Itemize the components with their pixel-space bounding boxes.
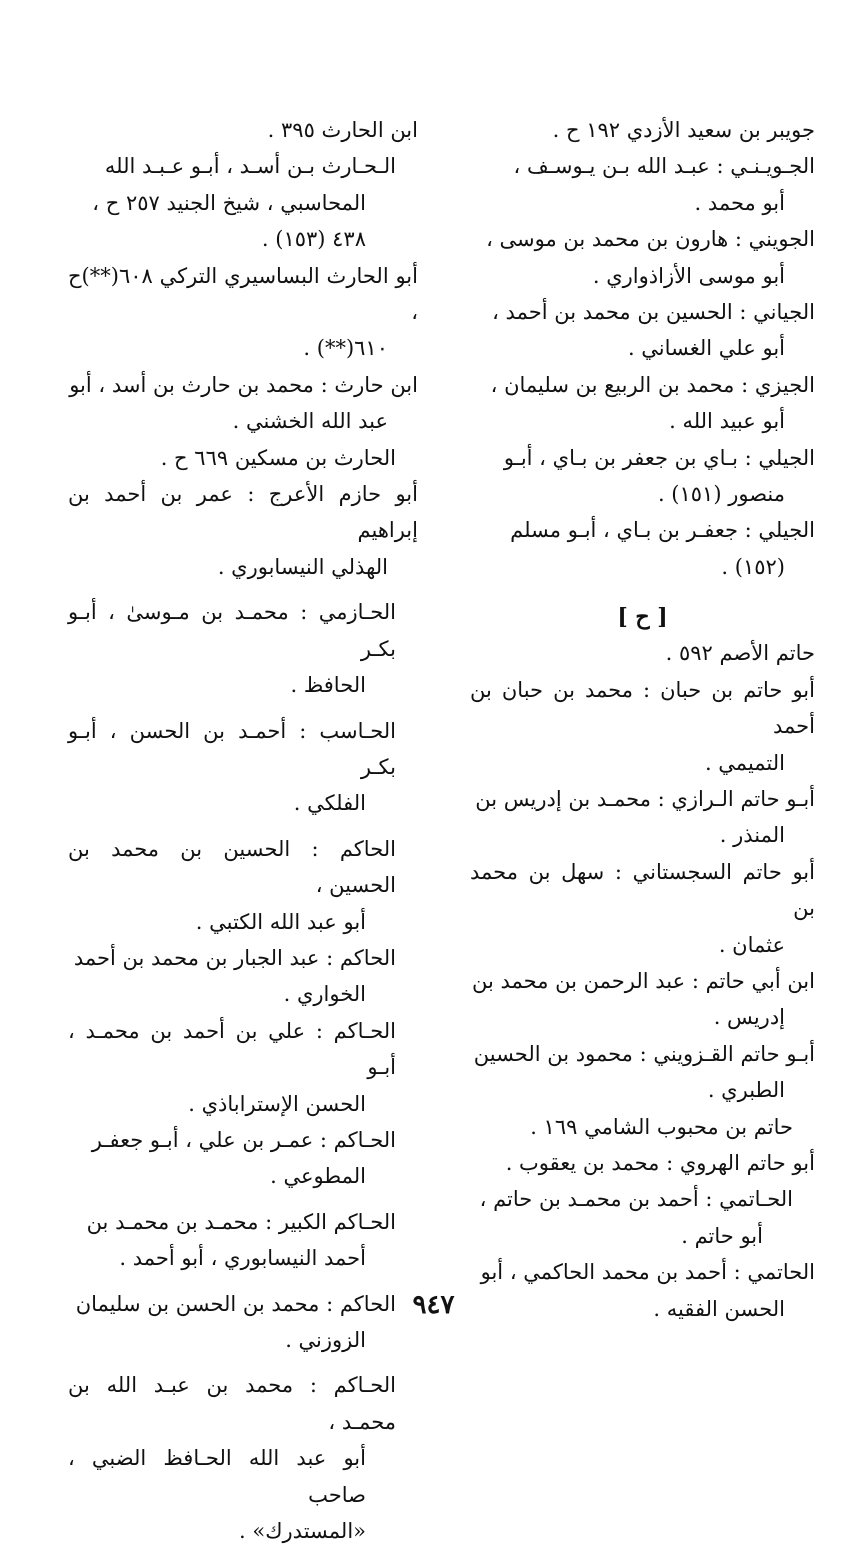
index-entry: الحـاكم : محمد بن عبـد الله بن محمـد ، أبو عبد الله الحـافظ الضبي ، صاحب «المستدرك» . [68,1373,396,1544]
index-entry: الحـاكم : علي بن أحمد بن محمـد ، أبـو الحسن الإستراباذي . [68,1018,396,1116]
index-entry: حاتم الأصم ٥٩٢ . [665,641,815,666]
index-entry: الحـاتمي : أحمد بن محمـد بن حاتم ، أبو حاتم . [479,1187,793,1248]
index-entry: أبو حاتم بن حبان : محمد بن حبان بن أحمد التميمي . [470,677,815,775]
index-entry: الحـاسب : أحمـد بن الحسن ، أبـو بكـر الفلكي . [68,718,396,816]
index-entry: الجيلي : بـاي بن جعفر بن بـاي ، أبـو منصور (١٥١) . [503,445,815,507]
index-entry: الجـويـنـي : عبـد الله بـن يـوسـف ، أبو محمد . [513,154,815,215]
index-entry: الحاكم : محمد بن الحسن بن سليمان الزوزني . [75,1291,396,1352]
index-entry: أبو حاتم الهروي : محمد بن يعقوب . [505,1150,815,1175]
index-column-left [68,112,418,1549]
index-entry: الحـاكم الكبير : محمـد بن محمـد بن أحمد النيسابوري ، أبو أحمد . [86,1209,396,1271]
index-entry: الجيزي : محمد بن الربيع بن سليمان ، أبو عبيد الله . [490,372,815,434]
index-entry: ابن حارث : محمد بن حارث بن أسد ، أبو عبد الله الخشني . [69,372,418,434]
index-entry: الجيلي : جعفـر بن بـاي ، أبـو مسلم (١٥٢) . [510,518,815,579]
section-heading: [ ح ] [617,604,668,631]
page-number: ٩٤٧ [412,1290,455,1320]
index-entry: أبو الحارث البساسيري التركي ٦٠٨(**)ح ، ٦١٠(**) . [68,263,418,361]
index-entry: جويبر بن سعيد الأزدي ١٩٢ ح . [552,118,815,142]
index-entry: أبـو حاتم القـزويني : محمود بن الحسين الطبري . [473,1041,815,1103]
index-entry: الحاكم : الحسين بن محمد بن الحسين ، أبو عبد الله الكتبي . [68,836,396,934]
index-entry: ابن أبي حاتم : عبد الرحمن بن محمد بن إدريس . [472,968,815,1030]
index-entry: الجويني : هارون بن محمد بن موسى ، أبو موسى الأزاذواري . [486,227,815,288]
index-entry: الحاكم : عبد الجبار بن محمد بن أحمد الخواري . [73,945,396,1007]
index-entry: ابن الحارث ٣٩٥ . [267,118,418,142]
index-entry: الحاتمي : أحمد بن محمد الحاكمي ، أبو الحسن الفقيه . [480,1260,815,1321]
index-entry: الحارث بن مسكين ٦٦٩ ح . [160,445,396,470]
index-entry: الـحـارث بـن أسـد ، أبـو عـبـد الله المحاسبي ، شيخ الجنيد ٢٥٧ ح ، ٤٣٨ (١٥٣) . [92,154,396,252]
index-entry: أبو حاتم السجستاني : سهل بن محمد بن عثمان . [470,859,815,957]
index-entry: الحـاكم : عمـر بن علي ، أبـو جعفـر المطوعي . [91,1127,396,1189]
index-entry: أبو حازم الأعرج : عمر بن أحمد بن إبراهيم الهذلي النيسابوري . [68,482,418,579]
index-entry: حاتم بن محبوب الشامي ١٦٩ . [530,1114,793,1139]
index-entry: الحـازمي : محمـد بن مـوسىٰ ، أبـو بكـر الحافظ . [68,600,396,698]
index-entry: أبـو حاتم الـرازي : محمـد بن إدريس بن المنذر . [475,786,815,848]
index-column-right [470,112,815,1327]
index-entry: الجياني : الحسين بن محمد بن أحمد ، أبو علي الغساني . [492,300,815,361]
